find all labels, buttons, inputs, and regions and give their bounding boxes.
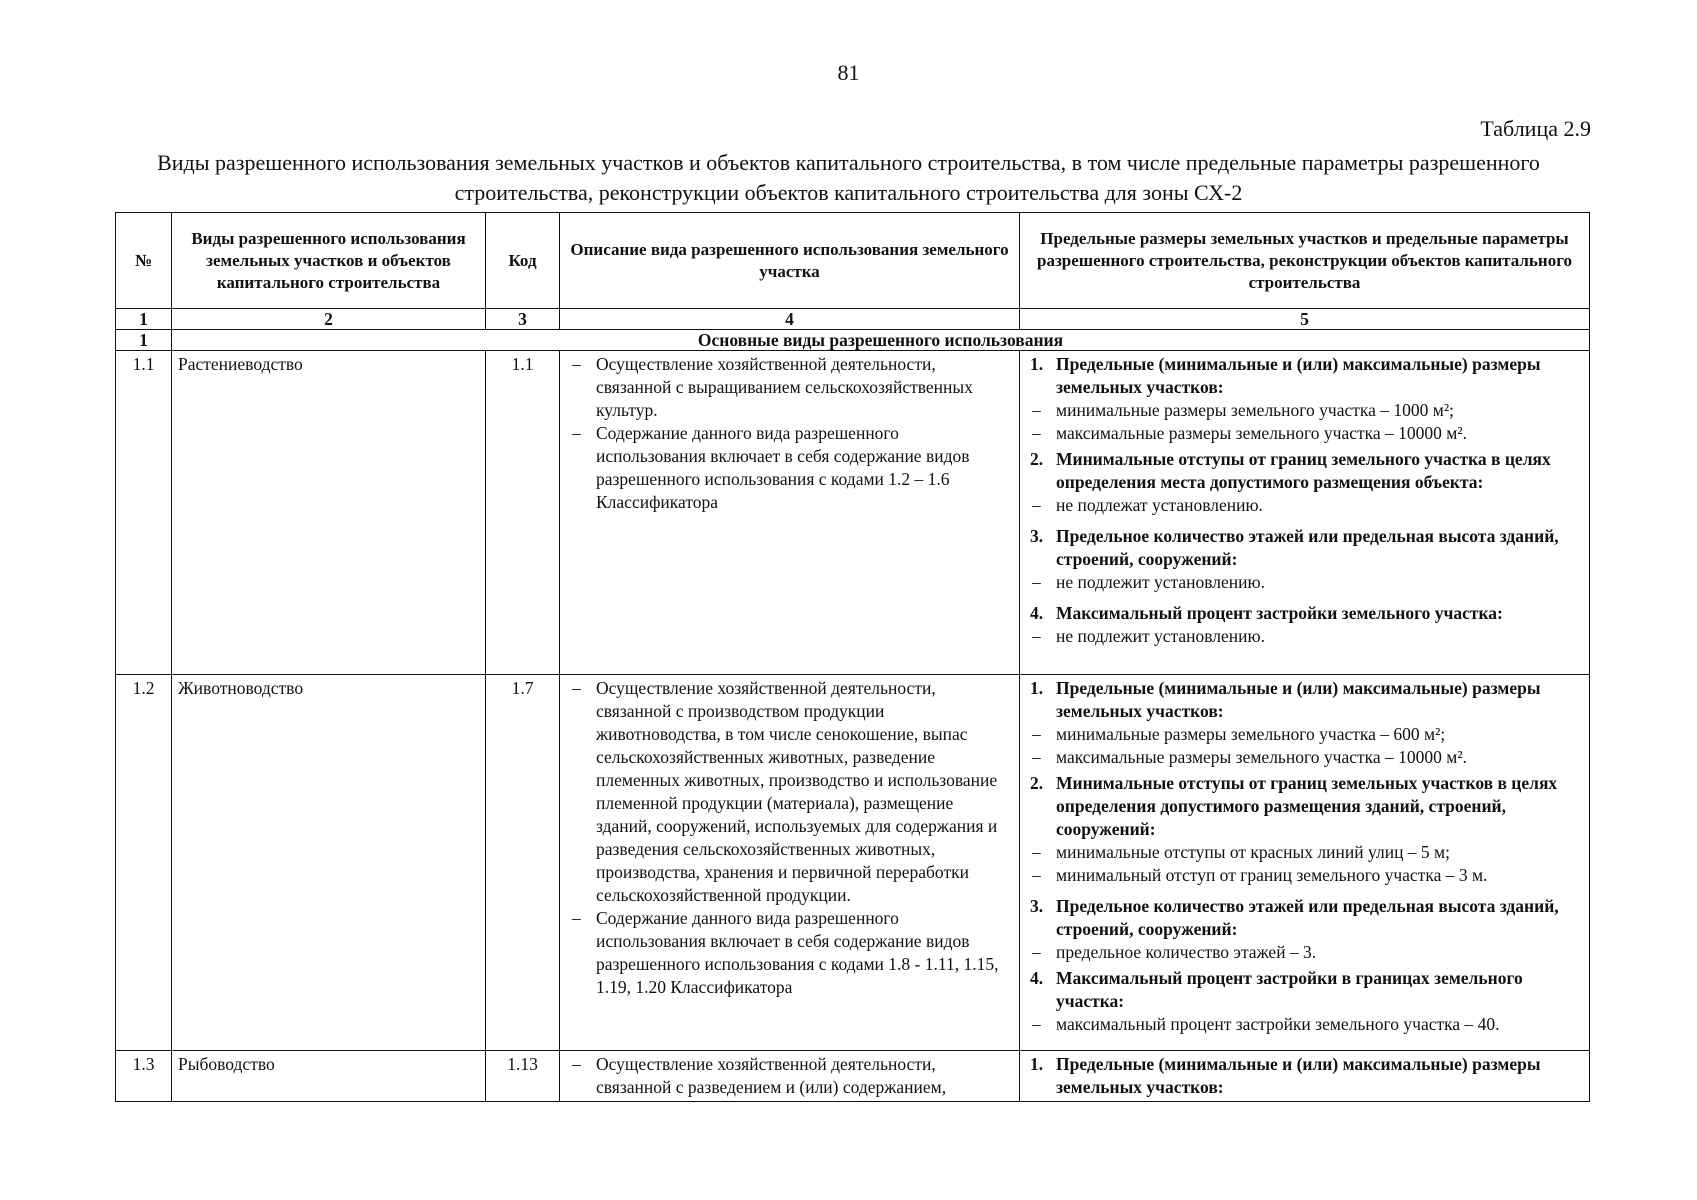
use-parameters xyxy=(1020,675,1590,1051)
parameter-number: 2. xyxy=(1030,773,1044,793)
header-code: Код xyxy=(486,213,560,309)
parameter-heading xyxy=(1026,353,1583,399)
row-number: 1.1 xyxy=(116,351,172,675)
description-item: – Содержание данного вида разрешенного использования включает в себя содержание видов разрешенного использования с кодами 1.2 – 1.6 Классификатора xyxy=(566,422,1013,514)
table-row xyxy=(116,351,1590,675)
column-number: 2 xyxy=(172,309,486,330)
column-numbers-row xyxy=(116,309,1590,330)
description-item: – Содержание данного вида разрешенного использования включает в себя содержание видов разрешенного использования с кодами 1.8 - 1.11, 1.15, 1.19, 1.20 Классификатора xyxy=(566,907,1013,999)
parameter-value: – минимальные отступы от красных линий улиц – 5 м; xyxy=(1026,841,1583,864)
use-type-name: Животноводство xyxy=(172,675,486,1051)
use-type-name: Растениеводство xyxy=(172,351,486,675)
parameter-heading xyxy=(1026,448,1583,494)
parameter-value: – максимальные размеры земельного участка – 10000 м². xyxy=(1026,422,1583,445)
description-item: – Осуществление хозяйственной деятельности, связанной с выращиванием сельскохозяйственных культур. xyxy=(566,353,1013,422)
parameter-value: – минимальные размеры земельного участка – 600 м²; xyxy=(1026,723,1583,746)
parameter-heading xyxy=(1026,772,1583,841)
header-num: № xyxy=(116,213,172,309)
parameter-title: Предельные (минимальные и (или) максимальные) размеры земельных участков: xyxy=(1056,678,1541,721)
header-params: Предельные размеры земельных участков и предельные параметры разрешенного строительства, реконструкции объектов капитального строительства xyxy=(1020,213,1590,309)
table-reference: Таблица 2.9 xyxy=(1480,116,1591,141)
page-number: 81 xyxy=(837,60,860,85)
parameter-heading xyxy=(1026,1053,1583,1099)
parameter-value: – максимальный процент застройки земельного участка – 40. xyxy=(1026,1013,1583,1036)
parameter-number: 1. xyxy=(1030,1054,1044,1074)
parameter-value: – минимальный отступ от границ земельного участка – 3 м. xyxy=(1026,864,1583,887)
use-parameters xyxy=(1020,1051,1590,1102)
section-row xyxy=(116,330,1590,351)
table-row xyxy=(116,675,1590,1051)
row-number: 1.2 xyxy=(116,675,172,1051)
parameter-heading xyxy=(1026,677,1583,723)
use-type-code: 1.7 xyxy=(486,675,560,1051)
use-parameters xyxy=(1020,351,1590,675)
parameter-title: Минимальные отступы от границ земельных участков в целях определения допустимого размещения зданий, строений, сооружений: xyxy=(1056,773,1558,839)
parameter-title: Предельные (минимальные и (или) максимальные) размеры земельных участков: xyxy=(1056,354,1541,397)
parameter-value: – предельное количество этажей – 3. xyxy=(1026,941,1583,964)
parameter-number: 3. xyxy=(1030,526,1044,546)
parameter-heading xyxy=(1026,967,1583,1013)
parameter-title: Максимальный процент застройки земельного участка: xyxy=(1056,603,1503,623)
column-number: 3 xyxy=(486,309,560,330)
description-item: – Осуществление хозяйственной деятельности, связанной с разведением и (или) содержанием, xyxy=(566,1053,1013,1099)
table-row xyxy=(116,1051,1590,1102)
parameter-value: – максимальные размеры земельного участка – 10000 м². xyxy=(1026,746,1583,769)
use-description xyxy=(560,351,1020,675)
use-type-name: Рыбоводство xyxy=(172,1051,486,1102)
parameter-heading xyxy=(1026,602,1583,625)
use-type-code: 1.1 xyxy=(486,351,560,675)
parameter-value: – не подлежит установлению. xyxy=(1026,571,1583,594)
header-row xyxy=(116,213,1590,309)
description-item: – Осуществление хозяйственной деятельности, связанной с производством продукции животноводства, в том числе сенокошение, выпас сельскохозяйственных животных, разведение племенных животных, производство и использование племенной продукции (материала), размещение зданий, сооружений, используемых для содержания и разведения сельскохозяйственных животных, производства, хранения и первичной переработки сельскохозяйственной продукции. xyxy=(566,677,1013,907)
use-type-code: 1.13 xyxy=(486,1051,560,1102)
column-number: 5 xyxy=(1020,309,1590,330)
parameter-heading xyxy=(1026,525,1583,571)
parameter-number: 1. xyxy=(1030,354,1044,374)
parameter-title: Предельные (минимальные и (или) максимальные) размеры земельных участков: xyxy=(1056,1054,1541,1097)
header-name: Виды разрешенного использования земельных участков и объектов капитального строительства xyxy=(172,213,486,309)
section-number: 1 xyxy=(116,330,172,351)
parameter-value: – не подлежат установлению. xyxy=(1026,494,1583,517)
parameter-title: Максимальный процент застройки в границах земельного участка: xyxy=(1056,968,1523,1011)
parameter-number: 4. xyxy=(1030,603,1044,623)
parameter-title: Минимальные отступы от границ земельного участка в целях определения места допустимого размещения объекта: xyxy=(1056,449,1551,492)
parameter-heading xyxy=(1026,895,1583,941)
section-title: Основные виды разрешенного использования xyxy=(172,330,1590,351)
parameter-number: 3. xyxy=(1030,896,1044,916)
table-caption: Виды разрешенного использования земельных участков и объектов капитального строительства, в том числе предельные параметры разрешенного строительства, реконструкции объектов капитального строительства для зоны СХ-2 xyxy=(157,150,1540,205)
parameter-number: 1. xyxy=(1030,678,1044,698)
parameter-value: – минимальные размеры земельного участка – 1000 м²; xyxy=(1026,399,1583,422)
permitted-use-table xyxy=(115,212,1590,1102)
use-description xyxy=(560,675,1020,1051)
column-number: 1 xyxy=(116,309,172,330)
parameter-value: – не подлежит установлению. xyxy=(1026,625,1583,648)
row-number: 1.3 xyxy=(116,1051,172,1102)
header-description: Описание вида разрешенного использования земельного участка xyxy=(560,213,1020,309)
parameter-number: 2. xyxy=(1030,449,1044,469)
column-number: 4 xyxy=(560,309,1020,330)
parameter-title: Предельное количество этажей или предельная высота зданий, строений, сооружений: xyxy=(1056,896,1559,939)
use-description xyxy=(560,1051,1020,1102)
parameter-title: Предельное количество этажей или предельная высота зданий, строений, сооружений: xyxy=(1056,526,1559,569)
parameter-number: 4. xyxy=(1030,968,1044,988)
